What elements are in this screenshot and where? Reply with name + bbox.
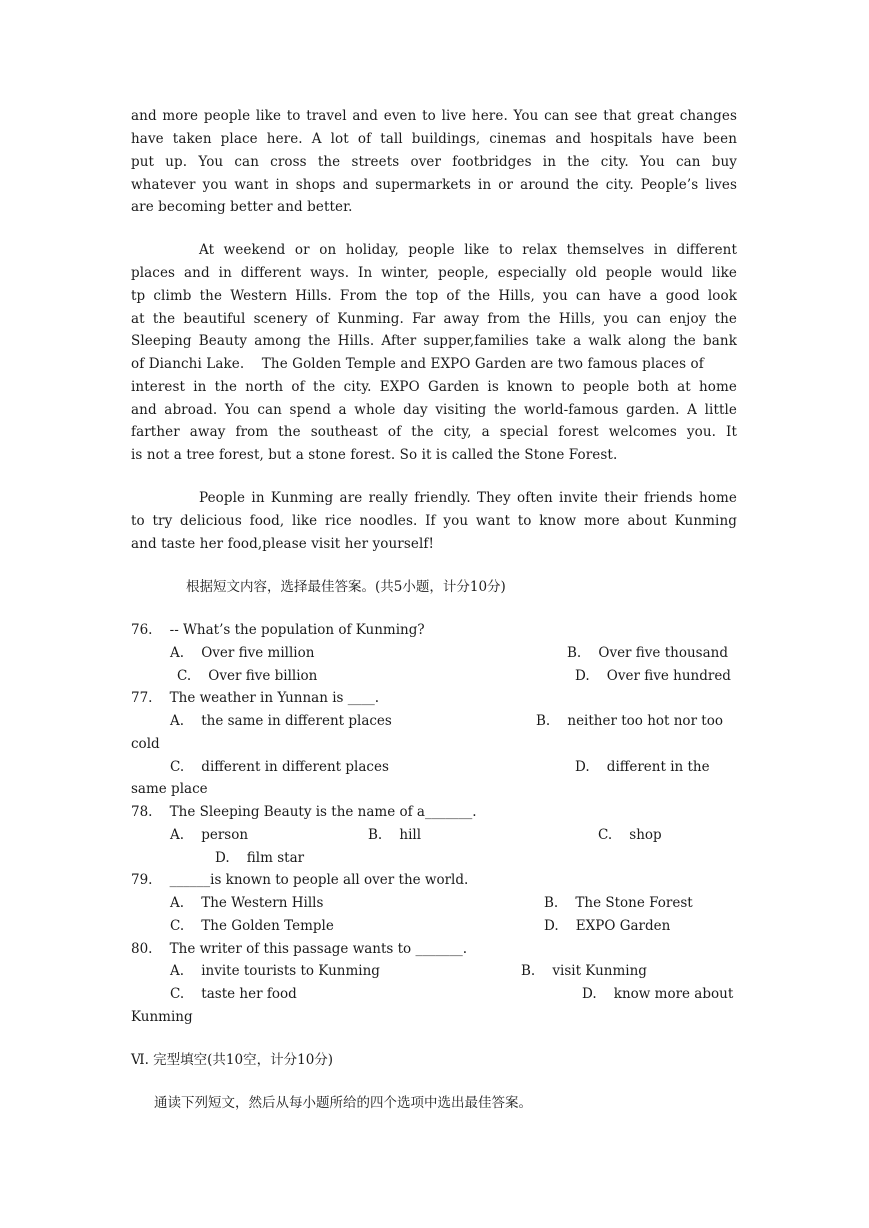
option-b: B. visit Kunming	[521, 963, 647, 979]
option-b: B. neither too hot nor too	[536, 713, 723, 729]
passage-line: whatever you want in shops and supermarkets in or around the city. People’s lives	[131, 177, 737, 193]
option-a: A. The Western Hills	[170, 895, 324, 911]
passage-line: At weekend or on holiday, people like to relax themselves in different	[199, 242, 737, 258]
option-b: B. Over five thousand	[567, 645, 728, 661]
option-d-continued: same place	[131, 781, 208, 797]
option-b: B. hill	[368, 827, 422, 843]
option-d: D. EXPO Garden	[544, 918, 671, 934]
option-c: C. Over five billion	[177, 668, 318, 684]
option-c: C. different in different places	[170, 759, 389, 775]
passage-line: tp climb the Western Hills. From the top of the Hills, you can have a good look	[131, 288, 737, 304]
option-d-continued: Kunming	[131, 1009, 193, 1025]
passage-line: and taste her food,please visit her yourself!	[131, 536, 434, 552]
option-d: D. know more about	[582, 986, 734, 1002]
passage-line: People in Kunming are really friendly. They often invite their friends home	[199, 490, 737, 506]
option-c: C. The Golden Temple	[170, 918, 334, 934]
option-d: D. different in the	[575, 759, 710, 775]
passage-line: to try delicious food, like rice noodles. If you want to know more about Kunming	[131, 513, 737, 529]
passage-line: have taken place here. A lot of tall buildings, cinemas and hospitals have been	[131, 131, 737, 147]
passage-line: put up. You can cross the streets over footbridges in the city. You can buy	[131, 154, 737, 170]
option-a: A. person	[170, 827, 249, 843]
passage-line: interest in the north of the city. EXPO Garden is known to people both at home	[131, 379, 737, 395]
question-stem: 78. The Sleeping Beauty is the name of a_______.	[131, 804, 477, 820]
option-b: B. The Stone Forest	[544, 895, 693, 911]
passage-line: and more people like to travel and even to live here. You can see that great changes	[131, 108, 737, 124]
option-a: A. the same in different places	[170, 713, 392, 729]
passage-line: and abroad. You can spend a whole day visiting the world-famous garden. A little	[131, 402, 737, 418]
question-stem: 80. The writer of this passage wants to _______.	[131, 941, 468, 957]
passage-line: Sleeping Beauty among the Hills. After supper,families take a walk along the bank	[131, 333, 737, 349]
section-heading: Ⅵ. 完型填空(共10空，计分10分)	[131, 1052, 334, 1068]
option-c: C. taste her food	[170, 986, 297, 1002]
section-instruction: 通读下列短文，然后从每小题所给的四个选项中选出最佳答案。	[154, 1095, 532, 1111]
passage-line: are becoming better and better.	[131, 199, 353, 215]
option-a: A. Over five million	[170, 645, 315, 661]
question-stem: 76. -- What’s the population of Kunming?	[131, 622, 425, 638]
option-d: D. Over five hundred	[575, 668, 731, 684]
question-stem: 77. The weather in Yunnan is ____.	[131, 690, 380, 706]
question-stem: 79. ______is known to people all over the world.	[131, 872, 469, 888]
option-b-continued: cold	[131, 736, 160, 752]
passage-line: farther away from the southeast of the city, a special forest welcomes you. It	[131, 424, 737, 440]
option-d: D. film star	[215, 850, 305, 866]
reading-instruction: 根据短文内容，选择最佳答案。(共5小题，计分10分)	[186, 579, 506, 595]
option-a: A. invite tourists to Kunming	[170, 963, 380, 979]
passage-line: of Dianchi Lake. The Golden Temple and EXPO Garden are two famous places of	[131, 356, 704, 372]
passage-line: places and in different ways. In winter, people, especially old people would like	[131, 265, 737, 281]
option-c: C. shop	[598, 827, 662, 843]
passage-line: at the beautiful scenery of Kunming. Far away from the Hills, you can enjoy the	[131, 311, 737, 327]
passage-line: is not a tree forest, but a stone forest. So it is called the Stone Forest.	[131, 447, 618, 463]
